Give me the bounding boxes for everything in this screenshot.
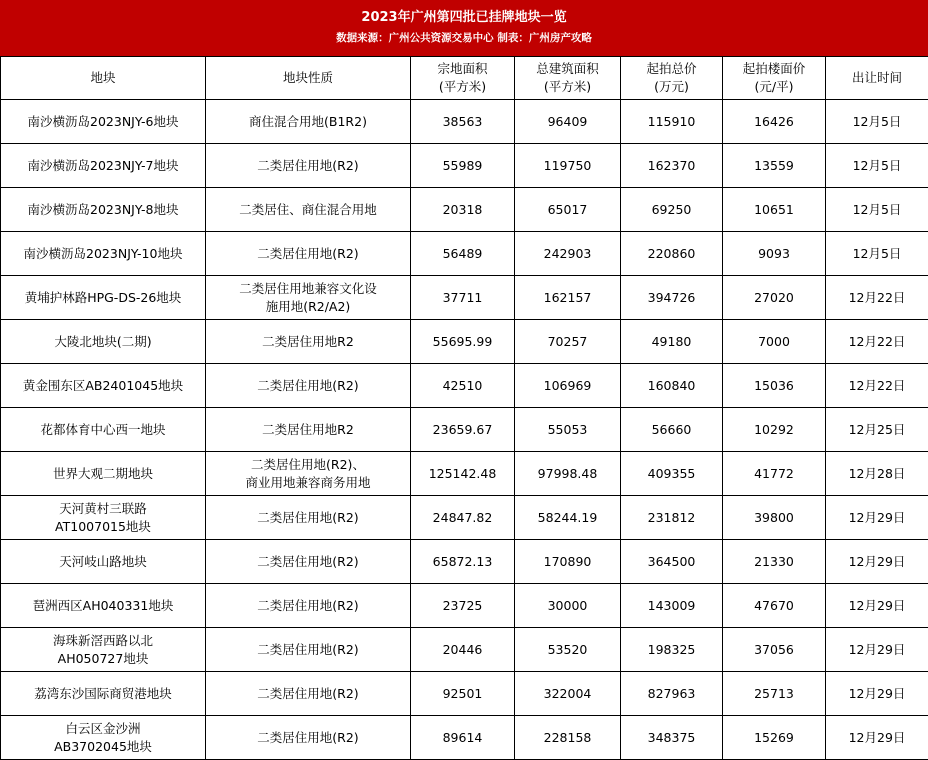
cell-floor-area: 106969: [515, 364, 621, 408]
cell-parcel: 黄埔护林路HPG-DS-26地块: [1, 276, 206, 320]
table-row: [1, 100, 928, 144]
cell-start-unit-price: 13559: [723, 144, 826, 188]
cell-floor-area: 162157: [515, 276, 621, 320]
cell-parcel: 花都体育中心西一地块: [1, 408, 206, 452]
cell-sale-date: 12月29日: [826, 540, 928, 584]
cell-start-unit-price: 27020: [723, 276, 826, 320]
cell-land-use: 二类居住用地(R2)、 商业用地兼容商务用地: [206, 452, 411, 496]
cell-sale-date: 12月29日: [826, 496, 928, 540]
header-parcel: 地块: [1, 57, 206, 100]
header-start-unit-price: 起拍楼面价 (元/平): [723, 57, 826, 100]
table-row: [1, 144, 928, 188]
cell-start-unit-price: 10651: [723, 188, 826, 232]
cell-start-total-price: 231812: [621, 496, 723, 540]
cell-land-use: 二类居住用地(R2): [206, 628, 411, 672]
table-row: [1, 716, 928, 760]
cell-start-total-price: 162370: [621, 144, 723, 188]
cell-site-area: 56489: [411, 232, 515, 276]
cell-sale-date: 12月28日: [826, 452, 928, 496]
cell-sale-date: 12月29日: [826, 672, 928, 716]
cell-site-area: 55989: [411, 144, 515, 188]
cell-start-unit-price: 15036: [723, 364, 826, 408]
title-banner: [0, 0, 928, 56]
table-row: [1, 232, 928, 276]
table-row: [1, 364, 928, 408]
cell-floor-area: 30000: [515, 584, 621, 628]
cell-sale-date: 12月22日: [826, 364, 928, 408]
cell-start-unit-price: 16426: [723, 100, 826, 144]
cell-land-use: 二类居住用地(R2): [206, 672, 411, 716]
cell-start-unit-price: 9093: [723, 232, 826, 276]
table-header-row: [1, 57, 928, 100]
cell-start-unit-price: 25713: [723, 672, 826, 716]
cell-floor-area: 58244.19: [515, 496, 621, 540]
cell-floor-area: 96409: [515, 100, 621, 144]
header-land-use: 地块性质: [206, 57, 411, 100]
cell-floor-area: 242903: [515, 232, 621, 276]
cell-site-area: 55695.99: [411, 320, 515, 364]
cell-land-use: 二类居住用地R2: [206, 320, 411, 364]
cell-floor-area: 65017: [515, 188, 621, 232]
cell-land-use: 二类居住用地(R2): [206, 496, 411, 540]
cell-sale-date: 12月29日: [826, 628, 928, 672]
cell-start-unit-price: 39800: [723, 496, 826, 540]
cell-start-total-price: 49180: [621, 320, 723, 364]
cell-site-area: 23725: [411, 584, 515, 628]
land-parcel-table: [0, 56, 928, 760]
cell-start-total-price: 827963: [621, 672, 723, 716]
cell-land-use: 二类居住、商住混合用地: [206, 188, 411, 232]
table-row: [1, 452, 928, 496]
table-row: [1, 276, 928, 320]
cell-sale-date: 12月22日: [826, 276, 928, 320]
cell-parcel: 天河岐山路地块: [1, 540, 206, 584]
cell-sale-date: 12月29日: [826, 584, 928, 628]
cell-floor-area: 322004: [515, 672, 621, 716]
cell-parcel: 南沙横沥岛2023NJY-8地块: [1, 188, 206, 232]
cell-parcel: 海珠新滘西路以北 AH050727地块: [1, 628, 206, 672]
table-row: [1, 540, 928, 584]
cell-floor-area: 53520: [515, 628, 621, 672]
cell-sale-date: 12月25日: [826, 408, 928, 452]
cell-land-use: 二类居住用地(R2): [206, 144, 411, 188]
cell-parcel: 大陵北地块(二期): [1, 320, 206, 364]
cell-start-total-price: 69250: [621, 188, 723, 232]
cell-sale-date: 12月5日: [826, 188, 928, 232]
cell-start-unit-price: 21330: [723, 540, 826, 584]
cell-site-area: 125142.48: [411, 452, 515, 496]
table-row: [1, 320, 928, 364]
document-title: 2023年广州第四批已挂牌地块一览: [0, 11, 928, 25]
cell-parcel: 琶洲西区AH040331地块: [1, 584, 206, 628]
cell-site-area: 20318: [411, 188, 515, 232]
cell-start-unit-price: 10292: [723, 408, 826, 452]
header-site-area: 宗地面积 (平方米): [411, 57, 515, 100]
cell-start-total-price: 394726: [621, 276, 723, 320]
table-row: [1, 408, 928, 452]
cell-site-area: 38563: [411, 100, 515, 144]
cell-start-total-price: 56660: [621, 408, 723, 452]
cell-floor-area: 55053: [515, 408, 621, 452]
table-row: [1, 496, 928, 540]
cell-floor-area: 97998.48: [515, 452, 621, 496]
cell-start-total-price: 220860: [621, 232, 723, 276]
cell-site-area: 20446: [411, 628, 515, 672]
cell-start-unit-price: 41772: [723, 452, 826, 496]
cell-start-total-price: 364500: [621, 540, 723, 584]
cell-land-use: 二类居住用地(R2): [206, 232, 411, 276]
header-start-total-price: 起拍总价 (万元): [621, 57, 723, 100]
cell-land-use: 商住混合用地(B1R2): [206, 100, 411, 144]
cell-parcel: 南沙横沥岛2023NJY-6地块: [1, 100, 206, 144]
table-row: [1, 628, 928, 672]
cell-sale-date: 12月5日: [826, 232, 928, 276]
table-row: [1, 672, 928, 716]
cell-parcel: 南沙横沥岛2023NJY-7地块: [1, 144, 206, 188]
cell-land-use: 二类居住用地(R2): [206, 364, 411, 408]
cell-land-use: 二类居住用地兼容文化设 施用地(R2/A2): [206, 276, 411, 320]
cell-site-area: 65872.13: [411, 540, 515, 584]
cell-site-area: 92501: [411, 672, 515, 716]
cell-land-use: 二类居住用地(R2): [206, 584, 411, 628]
cell-site-area: 42510: [411, 364, 515, 408]
cell-floor-area: 70257: [515, 320, 621, 364]
cell-land-use: 二类居住用地R2: [206, 408, 411, 452]
cell-parcel: 南沙横沥岛2023NJY-10地块: [1, 232, 206, 276]
document-subtitle: 数据来源：广州公共资源交易中心 制表：广州房产攻略: [0, 32, 928, 44]
cell-parcel: 荔湾东沙国际商贸港地块: [1, 672, 206, 716]
cell-start-unit-price: 37056: [723, 628, 826, 672]
cell-parcel: 白云区金沙洲 AB3702045地块: [1, 716, 206, 760]
cell-start-unit-price: 7000: [723, 320, 826, 364]
cell-sale-date: 12月29日: [826, 716, 928, 760]
cell-start-unit-price: 47670: [723, 584, 826, 628]
cell-start-total-price: 143009: [621, 584, 723, 628]
cell-land-use: 二类居住用地(R2): [206, 540, 411, 584]
cell-start-total-price: 348375: [621, 716, 723, 760]
header-sale-date: 出让时间: [826, 57, 928, 100]
cell-floor-area: 170890: [515, 540, 621, 584]
cell-start-total-price: 115910: [621, 100, 723, 144]
cell-start-total-price: 160840: [621, 364, 723, 408]
cell-floor-area: 119750: [515, 144, 621, 188]
cell-parcel: 世界大观二期地块: [1, 452, 206, 496]
cell-parcel: 黄金围东区AB2401045地块: [1, 364, 206, 408]
header-floor-area: 总建筑面积 (平方米): [515, 57, 621, 100]
cell-land-use: 二类居住用地(R2): [206, 716, 411, 760]
table-row: [1, 188, 928, 232]
cell-site-area: 37711: [411, 276, 515, 320]
cell-sale-date: 12月5日: [826, 100, 928, 144]
cell-parcel: 天河黄村三联路 AT1007015地块: [1, 496, 206, 540]
cell-site-area: 24847.82: [411, 496, 515, 540]
table-row: [1, 584, 928, 628]
cell-sale-date: 12月22日: [826, 320, 928, 364]
cell-start-total-price: 198325: [621, 628, 723, 672]
cell-site-area: 89614: [411, 716, 515, 760]
cell-start-unit-price: 15269: [723, 716, 826, 760]
cell-site-area: 23659.67: [411, 408, 515, 452]
cell-start-total-price: 409355: [621, 452, 723, 496]
cell-sale-date: 12月5日: [826, 144, 928, 188]
cell-floor-area: 228158: [515, 716, 621, 760]
